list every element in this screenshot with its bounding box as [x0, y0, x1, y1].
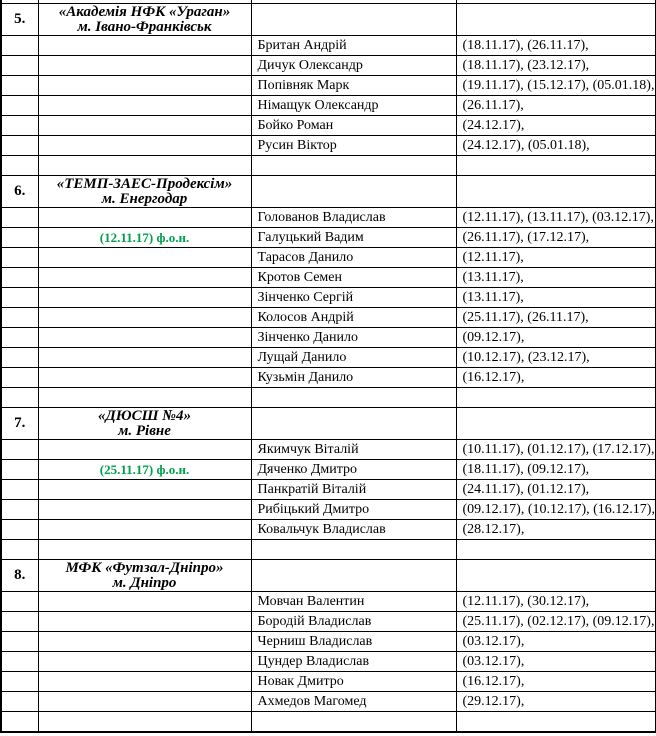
- empty-cell: [38, 36, 251, 56]
- player-name-cell: Голованов Владислав: [251, 208, 456, 228]
- empty-cell: [251, 4, 456, 36]
- team-cell: [38, 4, 251, 36]
- empty-cell: [1, 36, 38, 56]
- player-dates-cell: (12.11.17),: [456, 248, 656, 268]
- empty-cell: [1, 712, 38, 733]
- player-name-cell: Ковальчук Владислав: [251, 520, 456, 540]
- empty-cell: [251, 408, 456, 440]
- player-dates-cell: (24.12.17),: [456, 116, 656, 136]
- empty-cell: [38, 248, 251, 268]
- empty-cell: [38, 116, 251, 136]
- empty-cell: [1, 248, 38, 268]
- section-header-row: [1, 4, 656, 36]
- player-name-cell: Попівняк Марк: [251, 76, 456, 96]
- empty-cell: [38, 612, 251, 632]
- team-city: м. Івано-Франківськ: [77, 18, 212, 35]
- team-city: м. Енергодар: [101, 190, 188, 207]
- player-name-cell: Зінченко Сергій: [251, 288, 456, 308]
- player-dates-cell: (18.11.17), (26.11.17),: [456, 36, 656, 56]
- empty-cell: [456, 712, 656, 733]
- player-row: [1, 368, 656, 388]
- team-name: МФК «Футзал-Дніпро»: [65, 559, 224, 576]
- empty-cell: [38, 500, 251, 520]
- empty-cell: [251, 388, 456, 408]
- empty-cell: [1, 136, 38, 156]
- team-city: м. Дніпро: [112, 574, 177, 591]
- player-dates-cell: (12.11.17), (30.12.17),: [456, 592, 656, 612]
- player-row: [1, 592, 656, 612]
- empty-cell: [38, 308, 251, 328]
- player-name-cell: Дичук Олександр: [251, 56, 456, 76]
- section-header-row: [1, 408, 656, 440]
- player-name-cell: Рибіцький Дмитро: [251, 500, 456, 520]
- empty-cell: [456, 176, 656, 208]
- player-name-cell: Кротов Семен: [251, 268, 456, 288]
- empty-cell: [38, 56, 251, 76]
- spacer-row: [1, 388, 656, 408]
- player-row: [1, 228, 656, 248]
- player-dates-cell: (18.11.17), (23.12.17),: [456, 56, 656, 76]
- player-dates-cell: (29.12.17),: [456, 692, 656, 712]
- team-cell: [38, 560, 251, 592]
- empty-cell: [1, 480, 38, 500]
- player-name-cell: Кузьмін Данило: [251, 368, 456, 388]
- empty-cell: [1, 116, 38, 136]
- empty-cell: [38, 520, 251, 540]
- player-name-cell: Мовчан Валентин: [251, 592, 456, 612]
- fon-note: (25.11.17) ф.о.н.: [38, 460, 251, 480]
- player-row: [1, 480, 656, 500]
- empty-cell: [251, 540, 456, 560]
- empty-cell: [38, 328, 251, 348]
- team-name: «Академія НФК «Ураган»: [58, 3, 231, 20]
- player-name-cell: Панкратій Віталій: [251, 480, 456, 500]
- empty-cell: [1, 308, 38, 328]
- player-name-cell: Лущай Данило: [251, 348, 456, 368]
- empty-cell: [1, 156, 38, 176]
- player-row: [1, 268, 656, 288]
- player-dates-cell: (10.12.17), (23.12.17),: [456, 348, 656, 368]
- player-row: [1, 612, 656, 632]
- player-row: [1, 248, 656, 268]
- player-dates-cell: (18.11.17), (09.12.17),: [456, 460, 656, 480]
- empty-cell: [1, 440, 38, 460]
- section-number: 6.: [1, 176, 38, 208]
- player-dates-cell: (09.12.17), (10.12.17), (16.12.17),: [456, 500, 656, 520]
- player-name-cell: Черниш Владислав: [251, 632, 456, 652]
- empty-cell: [1, 652, 38, 672]
- empty-cell: [38, 288, 251, 308]
- player-row: [1, 36, 656, 56]
- empty-cell: [1, 592, 38, 612]
- empty-cell: [38, 712, 251, 733]
- section-header-row: [1, 560, 656, 592]
- empty-cell: [38, 368, 251, 388]
- player-dates-cell: (09.12.17),: [456, 328, 656, 348]
- empty-cell: [1, 368, 38, 388]
- player-name-cell: Ахмедов Магомед: [251, 692, 456, 712]
- player-dates-cell: (26.11.17),: [456, 96, 656, 116]
- empty-cell: [38, 388, 251, 408]
- player-dates-cell: (25.11.17), (02.12.17), (09.12.17),: [456, 612, 656, 632]
- empty-cell: [38, 348, 251, 368]
- player-name-cell: Новак Дмитро: [251, 672, 456, 692]
- player-row: [1, 652, 656, 672]
- spacer-row: [1, 712, 656, 733]
- empty-cell: [38, 136, 251, 156]
- empty-cell: [1, 520, 38, 540]
- empty-cell: [38, 632, 251, 652]
- empty-cell: [38, 76, 251, 96]
- empty-cell: [38, 692, 251, 712]
- empty-cell: [456, 408, 656, 440]
- empty-cell: [1, 76, 38, 96]
- empty-cell: [1, 500, 38, 520]
- player-row: [1, 208, 656, 228]
- player-dates-cell: (13.11.17),: [456, 268, 656, 288]
- empty-cell: [1, 96, 38, 116]
- player-dates-cell: (24.12.17), (05.01.18),: [456, 136, 656, 156]
- empty-cell: [1, 56, 38, 76]
- player-name-cell: Дяченко Дмитро: [251, 460, 456, 480]
- player-dates-cell: (26.11.17), (17.12.17),: [456, 228, 656, 248]
- empty-cell: [38, 480, 251, 500]
- player-dates-cell: (24.11.17), (01.12.17),: [456, 480, 656, 500]
- empty-cell: [456, 156, 656, 176]
- empty-cell: [38, 156, 251, 176]
- empty-cell: [38, 652, 251, 672]
- team-cell: [38, 408, 251, 440]
- player-dates-cell: (16.12.17),: [456, 672, 656, 692]
- empty-cell: [38, 96, 251, 116]
- empty-cell: [456, 4, 656, 36]
- empty-cell: [1, 612, 38, 632]
- player-name-cell: Русин Віктор: [251, 136, 456, 156]
- player-row: [1, 56, 656, 76]
- player-name-cell: Зінченко Данило: [251, 328, 456, 348]
- player-row: [1, 692, 656, 712]
- empty-cell: [1, 268, 38, 288]
- empty-cell: [38, 208, 251, 228]
- team-cell: [38, 176, 251, 208]
- player-row: [1, 500, 656, 520]
- empty-cell: [38, 268, 251, 288]
- empty-cell: [251, 156, 456, 176]
- player-dates-cell: (10.11.17), (01.12.17), (17.12.17),: [456, 440, 656, 460]
- player-row: [1, 632, 656, 652]
- empty-cell: [456, 540, 656, 560]
- player-dates-cell: (03.12.17),: [456, 632, 656, 652]
- player-row: [1, 672, 656, 692]
- empty-cell: [1, 672, 38, 692]
- empty-cell: [251, 712, 456, 733]
- player-name-cell: Бородій Владислав: [251, 612, 456, 632]
- player-row: [1, 440, 656, 460]
- team-name: «ДЮСШ №4»: [98, 407, 191, 424]
- empty-cell: [456, 388, 656, 408]
- player-dates-cell: (12.11.17), (13.11.17), (03.12.17),: [456, 208, 656, 228]
- empty-cell: [1, 288, 38, 308]
- player-name-cell: Тарасов Данило: [251, 248, 456, 268]
- player-name-cell: Галуцький Вадим: [251, 228, 456, 248]
- player-name-cell: Цундер Владислав: [251, 652, 456, 672]
- player-row: [1, 96, 656, 116]
- empty-cell: [1, 348, 38, 368]
- player-row: [1, 348, 656, 368]
- fon-note: (12.11.17) ф.о.н.: [38, 228, 251, 248]
- section-number: 7.: [1, 408, 38, 440]
- player-name-cell: Бойко Роман: [251, 116, 456, 136]
- empty-cell: [38, 672, 251, 692]
- player-row: [1, 520, 656, 540]
- player-dates-cell: (13.11.17),: [456, 288, 656, 308]
- team-city: м. Рівне: [118, 422, 171, 439]
- empty-cell: [38, 440, 251, 460]
- player-row: [1, 328, 656, 348]
- empty-cell: [251, 560, 456, 592]
- spacer-row: [1, 540, 656, 560]
- section-header-row: [1, 176, 656, 208]
- player-row: [1, 288, 656, 308]
- player-name-cell: Британ Андрій: [251, 36, 456, 56]
- section-number: 8.: [1, 560, 38, 592]
- empty-cell: [1, 692, 38, 712]
- empty-cell: [456, 560, 656, 592]
- empty-cell: [1, 228, 38, 248]
- empty-cell: [38, 592, 251, 612]
- table-body: [1, 0, 656, 732]
- player-name-cell: Якимчук Віталій: [251, 440, 456, 460]
- player-dates-cell: (28.12.17),: [456, 520, 656, 540]
- player-row: [1, 116, 656, 136]
- player-row: [1, 460, 656, 480]
- empty-cell: [251, 176, 456, 208]
- team-name: «ТЕМП-ЗАЕС-Продексім»: [56, 175, 233, 192]
- empty-cell: [1, 540, 38, 560]
- empty-cell: [1, 632, 38, 652]
- player-dates-cell: (19.11.17), (15.12.17), (05.01.18),: [456, 76, 656, 96]
- spacer-row: [1, 156, 656, 176]
- empty-cell: [1, 460, 38, 480]
- empty-cell: [38, 540, 251, 560]
- empty-cell: [1, 208, 38, 228]
- player-dates-cell: (25.11.17), (26.11.17),: [456, 308, 656, 328]
- empty-cell: [1, 388, 38, 408]
- player-dates-cell: (16.12.17),: [456, 368, 656, 388]
- player-name-cell: Колосов Андрій: [251, 308, 456, 328]
- player-name-cell: Німащук Олександр: [251, 96, 456, 116]
- empty-cell: [1, 328, 38, 348]
- player-row: [1, 76, 656, 96]
- player-row: [1, 136, 656, 156]
- player-dates-cell: (03.12.17),: [456, 652, 656, 672]
- player-row: [1, 308, 656, 328]
- section-number: 5.: [1, 4, 38, 36]
